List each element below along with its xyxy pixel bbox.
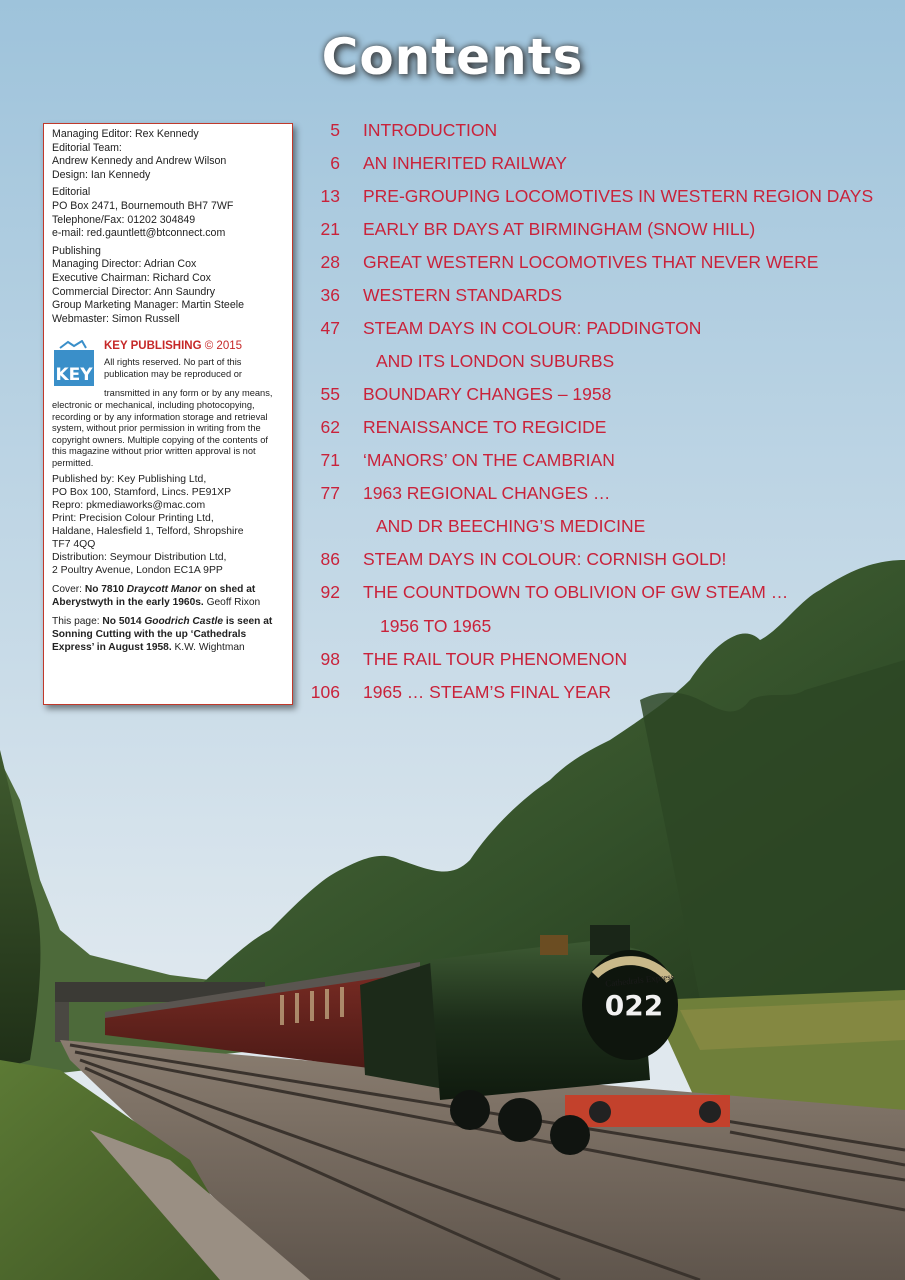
toc-item-continuation[interactable] <box>0 616 900 640</box>
toc-page-number: 28 <box>320 252 340 272</box>
toc-item[interactable] <box>0 186 900 210</box>
toc-title: THE COUNTDOWN TO OBLIVION OF GW STEAM … <box>363 582 789 602</box>
toc-item[interactable] <box>0 417 900 441</box>
toc-title: BOUNDARY CHANGES – 1958 <box>363 384 612 404</box>
editorial-address: PO Box 2471, Bournemouth BH7 7WF <box>52 199 234 212</box>
toc-page-number: 92 <box>320 582 340 602</box>
published-line: Repro: pkmediaworks@mac.com <box>52 500 206 512</box>
caption-text: is seen at Sonning Cutting with the up ‘Cathedrals Express’ in August 1958. <box>52 616 273 654</box>
toc-item[interactable] <box>0 219 900 243</box>
rights-line: system, without prior permission in writing from the <box>52 423 261 434</box>
editorial-label: Editorial <box>52 186 91 199</box>
published-line: TF7 4QQ <box>52 539 96 551</box>
smokebox-number: 022 <box>604 989 664 1022</box>
toc-title: STEAM DAYS IN COLOUR: PADDINGTON <box>363 318 702 338</box>
rights-line: this magazine without prior written approval is not <box>52 446 256 457</box>
toc-title: GREAT WESTERN LOCOMOTIVES THAT NEVER WERE <box>363 252 819 272</box>
toc-item[interactable] <box>0 649 900 673</box>
toc-title: 1963 REGIONAL CHANGES … <box>363 483 611 503</box>
toc-title-continuation: AND DR BEECHING’S MEDICINE <box>376 516 646 536</box>
toc-title: AN INHERITED RAILWAY <box>363 153 567 173</box>
toc-page-number: 5 <box>330 120 340 140</box>
executive-chairman: Executive Chairman: Richard Cox <box>52 271 211 284</box>
published-line: 2 Poultry Avenue, London EC1A 9PP <box>52 565 223 577</box>
rights-line: electronic or mechanical, including photocopying, <box>52 399 255 410</box>
rights-line: recording or by any information storage and retrieval <box>52 411 268 422</box>
design-credit: Design: Ian Kennedy <box>52 168 151 181</box>
toc-item[interactable] <box>0 682 900 706</box>
toc-item[interactable] <box>0 450 900 474</box>
toc-title-continuation: AND ITS LONDON SUBURBS <box>376 351 615 371</box>
caption-loco-number: No 7810 <box>84 584 127 596</box>
rights-line: All rights reserved. No part of this <box>104 356 242 367</box>
caption-credit: K.W. Wightman <box>171 642 245 654</box>
published-line: Distribution: Seymour Distribution Ltd, <box>52 552 227 564</box>
publishing-label: Publishing <box>52 244 101 257</box>
toc-item[interactable] <box>0 120 900 144</box>
caption-credit: Geoff Rixon <box>203 597 261 609</box>
toc-title: 1965 … STEAM’S FINAL YEAR <box>363 682 612 702</box>
caption-loco-name: Draycott Manor <box>126 584 202 596</box>
headboard-text: Cathedrals Express <box>604 971 675 989</box>
toc-page-number: 106 <box>310 682 340 702</box>
toc-item[interactable] <box>0 483 900 507</box>
caption-loco-number: No 5014 <box>102 616 145 628</box>
toc-item[interactable] <box>0 582 900 609</box>
managing-director: Managing Director: Adrian Cox <box>52 258 197 271</box>
toc-page-number: 47 <box>320 318 340 338</box>
caption-loco-name: Goodrich Castle <box>144 616 223 628</box>
toc-page-number: 21 <box>320 219 340 239</box>
toc-title: RENAISSANCE TO REGICIDE <box>363 417 607 437</box>
toc-item[interactable] <box>0 252 900 276</box>
published-line: Print: Precision Colour Printing Ltd, <box>52 513 214 525</box>
toc-title-continuation: 1956 TO 1965 <box>380 616 492 636</box>
toc-title: STEAM DAYS IN COLOUR: CORNISH GOLD! <box>363 549 727 569</box>
published-line: Haldane, Halesfield 1, Telford, Shropshire <box>52 526 244 538</box>
toc-item-continuation[interactable] <box>0 516 900 540</box>
rights-line: permitted. <box>52 457 94 468</box>
publisher-name: KEY PUBLISHING <box>104 340 202 353</box>
rights-line: copyright owners. Multiple copying of the contents of <box>52 434 269 445</box>
toc-title: WESTERN STANDARDS <box>363 285 562 305</box>
commercial-director: Commercial Director: Ann Saundry <box>52 285 216 298</box>
caption-text: on shed at Aberystwyth in the early 1960s. <box>52 584 256 609</box>
toc-item[interactable] <box>0 285 900 309</box>
toc-item-continuation[interactable] <box>0 351 900 375</box>
toc-title: INTRODUCTION <box>363 120 498 140</box>
toc-item[interactable] <box>0 384 900 408</box>
toc-title: ‘MANORS’ ON THE CAMBRIAN <box>363 450 615 470</box>
toc-item[interactable] <box>0 318 900 342</box>
published-line: Published by: Key Publishing Ltd, <box>52 474 207 486</box>
toc-page-number: 36 <box>320 285 340 305</box>
webmaster: Webmaster: Simon Russell <box>52 312 180 325</box>
caption-prefix: This page: <box>52 616 103 628</box>
group-marketing-manager: Group Marketing Manager: Martin Steele <box>52 299 244 312</box>
caption-prefix: Cover: <box>52 584 85 596</box>
editorial-telephone: Telephone/Fax: 01202 304849 <box>52 213 196 226</box>
toc-title: THE RAIL TOUR PHENOMENON <box>363 649 628 669</box>
toc-page-number: 62 <box>320 417 340 437</box>
toc-title: EARLY BR DAYS AT BIRMINGHAM (SNOW HILL) <box>363 219 756 239</box>
toc-page-number: 98 <box>320 649 340 669</box>
toc-page-number: 13 <box>320 186 340 206</box>
toc-page-number: 86 <box>320 549 340 569</box>
toc-page-number: 77 <box>320 483 340 503</box>
editorial-email: e-mail: red.gauntlett@btconnect.com <box>52 227 226 240</box>
toc-page-number: 6 <box>330 153 340 173</box>
rights-line: transmitted in any form or by any means, <box>104 388 273 399</box>
rights-line: publication may be reproduced or <box>104 368 242 379</box>
toc-page-number: 55 <box>320 384 340 404</box>
published-line: PO Box 100, Stamford, Lincs. PE91XP <box>52 487 232 499</box>
toc-title: PRE-GROUPING LOCOMOTIVES IN WESTERN REGION DAYS <box>363 186 874 206</box>
managing-editor: Managing Editor: Rex Kennedy <box>52 128 199 140</box>
editorial-team-label: Editorial Team: <box>52 141 122 154</box>
copyright-year: © 2015 <box>204 340 243 353</box>
editorial-team: Andrew Kennedy and Andrew Wilson <box>52 155 227 168</box>
logo-text: KEY <box>55 365 93 386</box>
toc-page-number: 71 <box>320 450 340 470</box>
toc-item[interactable] <box>0 549 900 573</box>
toc-item[interactable] <box>0 153 900 177</box>
page-title: Contents <box>321 28 584 86</box>
